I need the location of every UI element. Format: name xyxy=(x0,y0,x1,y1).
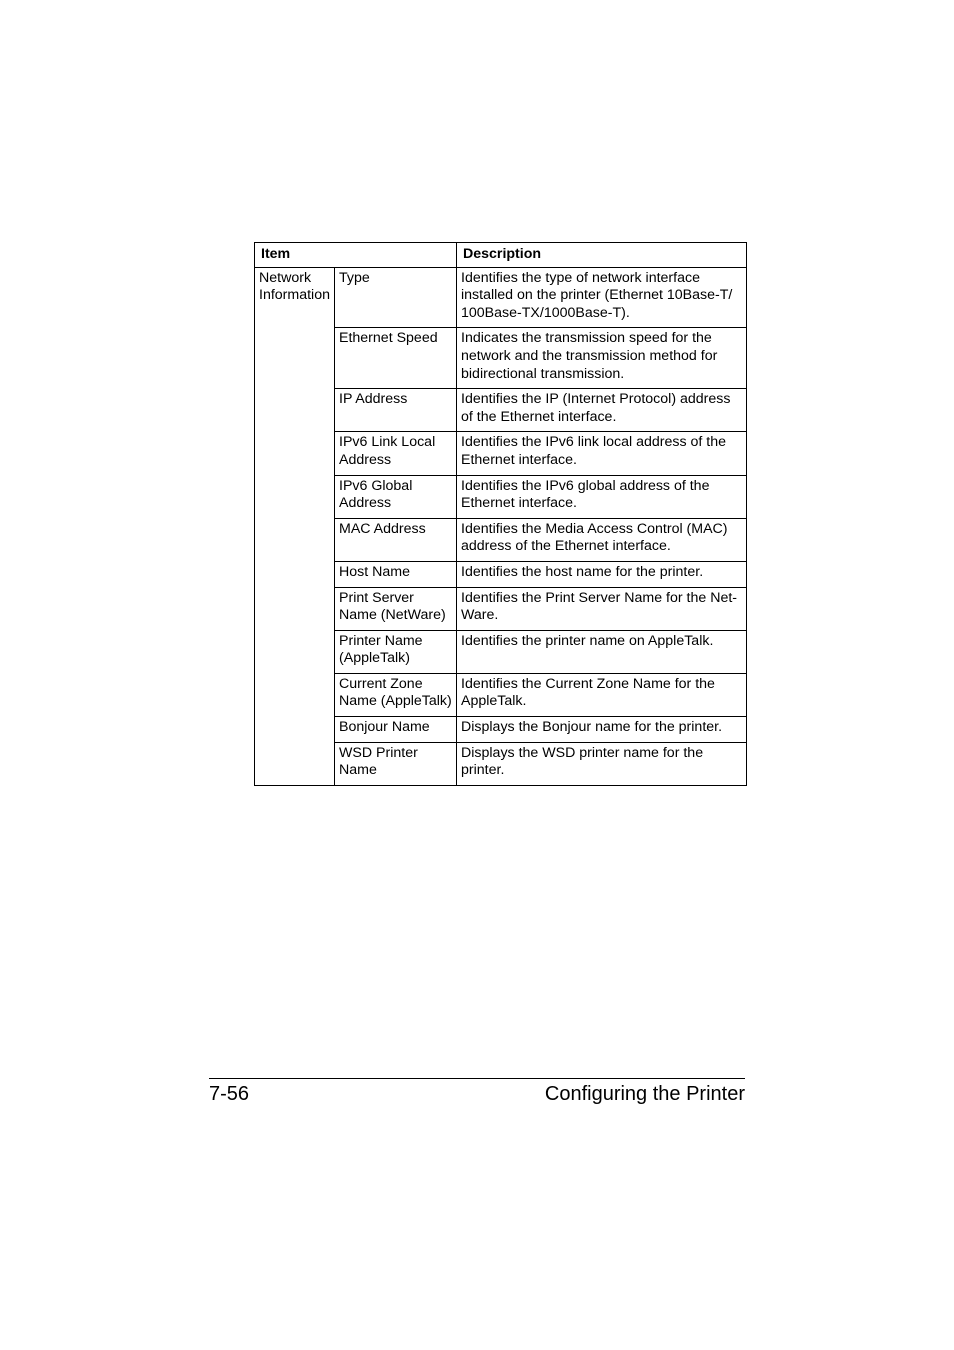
row-item: Bonjour Name xyxy=(335,717,457,743)
row-description: Identifies the IPv6 link local address of the Ethernet interface. xyxy=(457,432,747,475)
table-row xyxy=(255,267,747,328)
row-item: IPv6 Link Local Address xyxy=(335,432,457,475)
row-item: Host Name xyxy=(335,561,457,587)
row-item: Print Server Name (NetWare) xyxy=(335,587,457,630)
row-description: Displays the Bonjour name for the printer. xyxy=(457,717,747,743)
row-item: Type xyxy=(335,267,457,328)
row-description: Identifies the IP (Internet Protocol) address of the Ethernet interface. xyxy=(457,389,747,432)
group-network-information: Network Information xyxy=(255,267,335,785)
row-description: Identifies the IPv6 global address of the Ethernet interface. xyxy=(457,475,747,518)
row-item: Printer Name (AppleTalk) xyxy=(335,630,457,673)
row-description: Identifies the Media Access Control (MAC) address of the Ethernet interface. xyxy=(457,518,747,561)
row-description: Identifies the type of network interface installed on the printer (Ethernet 10Base-T/ 100Base-TX/1000Base-T). xyxy=(457,267,747,328)
row-description: Displays the WSD printer name for the printer. xyxy=(457,742,747,785)
row-item: IP Address xyxy=(335,389,457,432)
footer-divider xyxy=(209,1078,745,1079)
row-item: Ethernet Speed xyxy=(335,328,457,389)
row-item: MAC Address xyxy=(335,518,457,561)
header-description: Description xyxy=(457,243,747,268)
row-description: Identifies the Print Server Name for the Net-Ware. xyxy=(457,587,747,630)
row-description: Identifies the host name for the printer. xyxy=(457,561,747,587)
header-item: Item xyxy=(255,243,457,268)
row-description: Indicates the transmission speed for the network and the transmission method for bidirectional transmission. xyxy=(457,328,747,389)
table-header-row xyxy=(255,243,747,268)
row-item: IPv6 Global Address xyxy=(335,475,457,518)
row-description: Identifies the Current Zone Name for the AppleTalk. xyxy=(457,673,747,716)
chapter-title: Configuring the Printer xyxy=(544,1083,745,1105)
row-description: Identifies the printer name on AppleTalk. xyxy=(457,630,747,673)
network-information-table xyxy=(254,242,747,786)
page-number: 7-56 xyxy=(209,1083,250,1105)
row-item: WSD Printer Name xyxy=(335,742,457,785)
row-item: Current Zone Name (AppleTalk) xyxy=(335,673,457,716)
